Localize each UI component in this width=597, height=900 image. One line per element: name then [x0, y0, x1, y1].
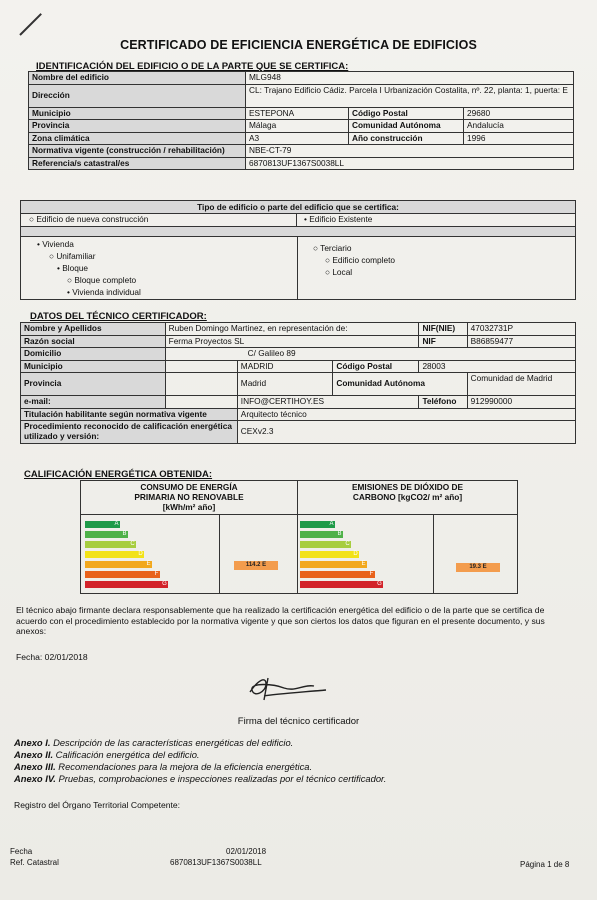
- label-direccion: Dirección: [29, 84, 246, 107]
- consumo-value-tag: 114.2 E: [234, 561, 278, 570]
- emisiones-bar-a: [300, 521, 334, 528]
- footer-page: Página 1 de 8: [520, 860, 570, 869]
- value-referencia-catastral: 6870813UF1367S0038LL: [246, 157, 574, 170]
- label-municipio-tecnico: Municipio: [21, 360, 166, 373]
- consumo-bar-e: [85, 561, 151, 568]
- tipo-divider: [297, 237, 298, 299]
- option-bloque: • Bloque: [57, 263, 89, 273]
- label-codigo-postal: Código Postal: [349, 107, 464, 120]
- fecha-text: Fecha: 02/01/2018: [16, 652, 88, 662]
- value-anio-construccion: 1996: [464, 132, 574, 145]
- consumo-letter-a: A: [114, 521, 119, 527]
- label-provincia: Provincia: [29, 120, 246, 133]
- calificacion-heading: CALIFICACIÓN ENERGÉTICA OBTENIDA:: [24, 469, 213, 480]
- value-razon-social: Ferma Proyectos SL: [165, 335, 419, 348]
- label-razon-social: Razón social: [21, 335, 166, 348]
- tecnico-table: [20, 322, 576, 444]
- emisiones-letter-e: E: [361, 561, 366, 567]
- footer-fecha: 02/01/2018: [226, 847, 267, 856]
- tecnico-heading: DATOS DEL TÉCNICO CERTIFICADOR:: [30, 311, 207, 322]
- tipo-heading: Tipo de edificio o parte del edificio que se certifica:: [20, 200, 576, 214]
- label-zona-climatica: Zona climática: [29, 132, 246, 145]
- option-unifamiliar: ○ Unifamiliar: [49, 251, 96, 261]
- value-comunidad: Andalucía: [464, 120, 574, 133]
- value-nombre-apellidos: Ruben Domingo Martinez, en representación de:: [165, 323, 419, 336]
- consumo-letter-g: G: [162, 581, 167, 587]
- value-normativa: NBE-CT-79: [246, 145, 574, 158]
- option-edificio-completo: ○ Edificio completo: [325, 255, 396, 265]
- consumo-bar-a: [85, 521, 119, 528]
- emisiones-letter-c: C: [345, 541, 350, 547]
- value-cp-tecnico: 28003: [419, 360, 576, 373]
- label-telefono: Teléfono: [419, 396, 467, 409]
- value-email: INFO@CERTIHOY.ES: [237, 396, 419, 409]
- value-direccion: CL: Trajano Edificio Cádiz. Parcela I Urbanización Costalita, nº. 22, planta: 1, puerta: E: [246, 84, 574, 107]
- emisiones-panel: [298, 481, 517, 593]
- emisiones-bar-c: [300, 541, 350, 548]
- anexo-item: Anexo III. Recomendaciones para la mejora de la eficiencia energética.: [14, 761, 313, 772]
- emisiones-letter-b: B: [337, 531, 342, 537]
- label-procedimiento: Procedimiento reconocido de calificación energética utilizado y versión:: [21, 421, 238, 444]
- tipo-body: [20, 237, 576, 300]
- footer-fecha-label: Fecha: [10, 847, 33, 856]
- label-normativa: Normativa vigente (construcción / rehabilitación): [29, 145, 246, 158]
- label-domicilio: Domicilio: [21, 348, 166, 361]
- emisiones-bar-e: [300, 561, 366, 568]
- footer-ref: 6870813UF1367S0038LL: [170, 858, 262, 867]
- label-municipio: Municipio: [29, 107, 246, 120]
- footer-ref-label: Ref. Catastral: [10, 858, 59, 867]
- consumo-title: CONSUMO DE ENERGÍA PRIMARIA NO RENOVABLE [kWh/m² año]: [81, 481, 297, 515]
- consumo-bar-g: [85, 581, 167, 588]
- value-nifnie: 47032731P: [467, 323, 575, 336]
- signature-image: [244, 670, 332, 706]
- emisiones-bar-b: [300, 531, 342, 538]
- value-zona-climatica: A3: [246, 132, 349, 145]
- option-edificio-existente: • Edificio Existente: [304, 214, 373, 224]
- label-provincia-tecnico: Provincia: [21, 373, 166, 396]
- label-anio-construccion: Año construcción: [349, 132, 464, 145]
- emisiones-title: EMISIONES DE DIÓXIDO DE CARBONO [kgCO2/ m² año]: [298, 481, 517, 515]
- emisiones-letter-f: F: [369, 571, 374, 577]
- value-nombre-edificio: MLG948: [246, 72, 574, 85]
- consumo-bar-c: [85, 541, 135, 548]
- option-terciario: ○ Terciario: [313, 243, 352, 253]
- emisiones-letter-g: G: [377, 581, 382, 587]
- declaration-text: El técnico abajo firmante declara responsablemente que ha realizado la certificación energética del edificio o de la parte que se certifica de acuerdo con el procedimiento establecido por la normativa vigente y que son ciertos los datos que figuran en el presente documento, y sus anexos:: [16, 605, 545, 636]
- label-email: e-mail:: [21, 396, 166, 409]
- consumo-panel: [81, 481, 298, 593]
- consumo-letter-b: B: [122, 531, 127, 537]
- tipo-row: [20, 213, 576, 227]
- value-titulacion: Arquitecto técnico: [237, 408, 575, 421]
- anexo-item: Anexo IV. Pruebas, comprobaciones e inspecciones realizadas por el técnico certificador.: [14, 773, 387, 784]
- anexo-item: Anexo I. Descripción de las características energéticas del edificio.: [14, 737, 294, 748]
- label-cp-tecnico: Código Postal: [333, 360, 419, 373]
- value-domicilio: C/ Galileo 89: [165, 348, 575, 361]
- registro-text: Registro del Órgano Territorial Competente:: [14, 800, 181, 810]
- label-nif: NIF: [419, 335, 467, 348]
- pen-mark: [19, 13, 42, 36]
- label-titulacion: Titulación habilitante según normativa vigente: [21, 408, 238, 421]
- emisiones-bar-g: [300, 581, 382, 588]
- emisiones-letter-a: A: [329, 521, 334, 527]
- label-nifnie: NIF(NIE): [419, 323, 467, 336]
- option-vivienda: • Vivienda: [37, 239, 74, 249]
- emisiones-letter-d: D: [353, 551, 358, 557]
- option-nueva-construccion: ○ Edificio de nueva construcción: [21, 213, 297, 226]
- consumo-letter-d: D: [138, 551, 143, 557]
- emisiones-value-tag: 19.3 E: [456, 563, 500, 572]
- value-provincia-tecnico: Madrid: [237, 373, 333, 396]
- page-title: CERTIFICADO DE EFICIENCIA ENERGÉTICA DE EDIFICIOS: [120, 38, 477, 52]
- consumo-bar-f: [85, 571, 159, 578]
- value-procedimiento: CEXv2.3: [237, 421, 575, 444]
- option-bloque-completo: ○ Bloque completo: [67, 275, 137, 285]
- value-codigo-postal: 29680: [464, 107, 574, 120]
- label-nombre-edificio: Nombre del edificio: [29, 72, 246, 85]
- anexo-item: Anexo II. Calificación energética del edificio.: [14, 749, 200, 760]
- ident-table: [28, 71, 574, 170]
- emisiones-bar-f: [300, 571, 374, 578]
- value-nif: B86859477: [467, 335, 575, 348]
- consumo-letter-c: C: [130, 541, 135, 547]
- label-comunidad: Comunidad Autónoma: [349, 120, 464, 133]
- option-vivienda-individual: • Vivienda individual: [67, 287, 141, 297]
- consumo-letter-e: E: [146, 561, 151, 567]
- value-ca-tecnico: Comunidad de Madrid: [467, 373, 575, 396]
- rating-box: [80, 480, 518, 594]
- value-municipio: ESTEPONA: [246, 107, 349, 120]
- ident-heading: IDENTIFICACIÓN DEL EDIFICIO O DE LA PARTE QUE SE CERTIFICA:: [36, 61, 349, 72]
- label-ca-tecnico: Comunidad Autónoma: [333, 373, 467, 396]
- option-local: ○ Local: [325, 267, 353, 277]
- label-referencia-catastral: Referencia/s catastral/es: [29, 157, 246, 170]
- consumo-bar-d: [85, 551, 143, 558]
- consumo-bar-b: [85, 531, 127, 538]
- value-telefono: 912990000: [467, 396, 575, 409]
- firma-label: Firma del técnico certificador: [237, 716, 360, 727]
- value-provincia: Málaga: [246, 120, 349, 133]
- value-municipio-tecnico: MADRID: [237, 360, 333, 373]
- consumo-letter-f: F: [154, 571, 159, 577]
- label-nombre-apellidos: Nombre y Apellidos: [21, 323, 166, 336]
- emisiones-bar-d: [300, 551, 358, 558]
- tipo-gap: [20, 227, 576, 237]
